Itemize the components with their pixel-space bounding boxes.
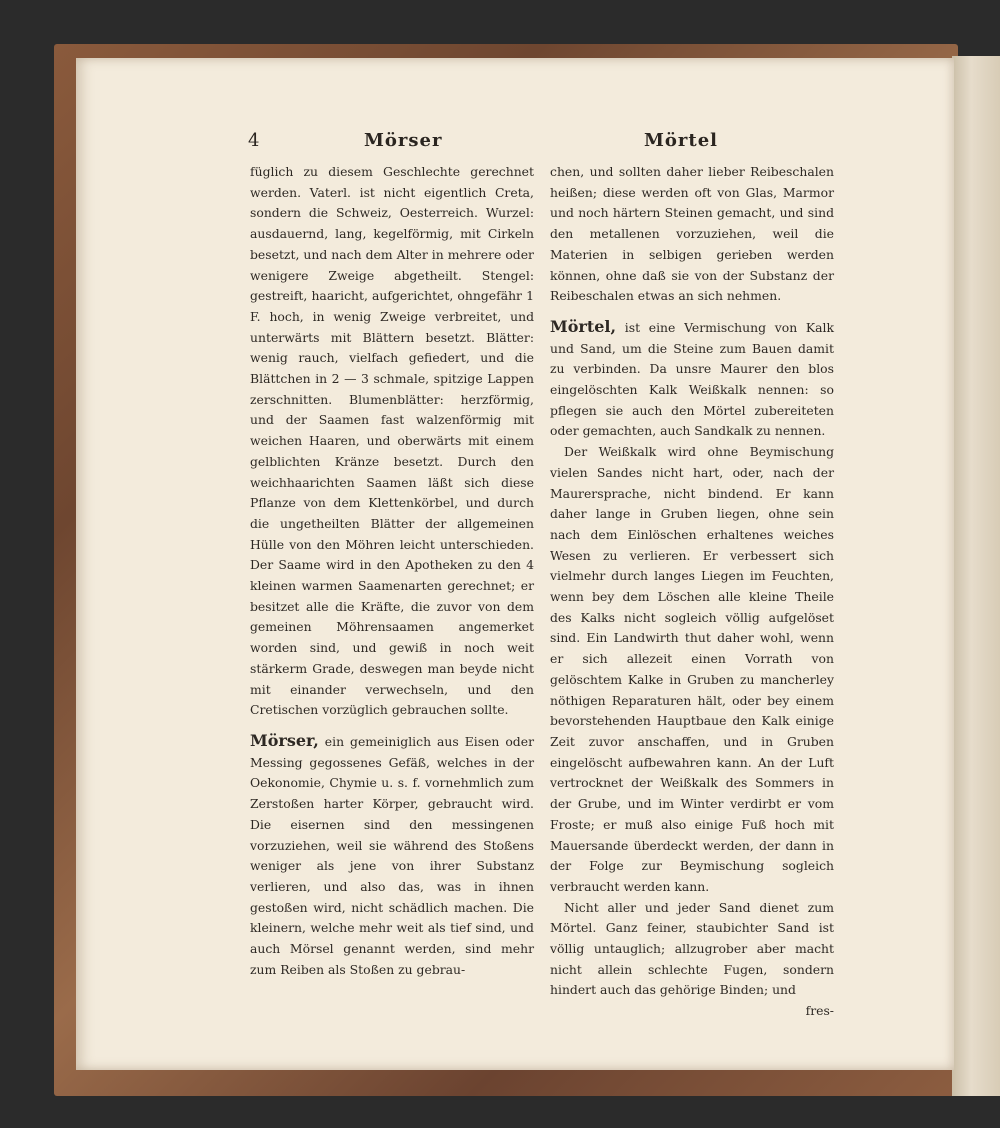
- left-paragraph-1: füglich zu diesem Geschlechte gerechnet werden. Vaterl. ist nicht eigentlich Creta, sondern die Schweiz, Oesterreich. Wurzel: ausdauernd, lang, kegelförmig, mit Cirkeln besetzt, und nach dem Alter in mehrere oder wenigere Zweige abgetheilt. Stengel: gestreift, haaricht, aufgerichtet, ohngefähr 1 F. hoch, in wenig Zweige verbreitet, und unterwärts mit Blättern besetzt. Blätter: wenig rauch, vielfach gefiedert, und die Blättchen in 2 — 3 schmale, spitzige Lappen zerschnitten. Blumenblätter: herzförmig, und der Saamen fast walzenförmig mit weichen Haaren, und oberwärts mit einem gelblichten Kränze besetzt. Durch den weichhaarichten Saamen läßt sich diese Pflanze von dem Klettenkörbel, und durch die ungetheilten Blätter der allgemeinen Hülle von den Möhren leicht unterschieden. Der Saame wird in den Apotheken zu den 4 kleinen warmen Saamenarten gerechnet; er besitzet alle die Kräfte, die zuvor von dem gemeinen Möhrensaamen angemerket worden sind, und gewiß in noch weit stärkerm Grade, deswegen man beyde nicht mit einander verwechseln, und den Cretischen vorzüglich gebrauchen sollte.: [250, 164, 534, 718]
- running-header: [248, 130, 838, 154]
- left-paragraph-moerser: [250, 731, 534, 980]
- entry-word-moertel: Mörtel,: [550, 316, 617, 336]
- right-text-column: [550, 162, 834, 1022]
- header-right-title: Mörtel: [644, 130, 719, 151]
- entry-word-moerser: Mörser,: [250, 730, 319, 750]
- catchword: fres-: [805, 1003, 834, 1019]
- right-paragraph-moertel: [550, 317, 834, 442]
- left-paragraph-2-text: ein gemeiniglich aus Eisen oder Messing gegossenes Gefäß, welches in der Oekonomie, Chymie u. s. f. vornehmlich zum Zerstoßen harter Körper, gebraucht wird. Die eisernen sind den messingenen vorzuziehen, weil sie während des Stoßens weniger als jene von ihrer Substanz verlieren, und also das, was in ihnen gestoßen wird, nicht schädlich machen. Die kleinern, welche mehr weit als tief sind, und auch Mörsel genannt werden, sind mehr zum Reiben als Stoßen zu gebrau-: [250, 733, 534, 977]
- left-text-column: [250, 162, 534, 980]
- header-left-title: Mörser: [364, 130, 443, 151]
- right-paragraph-2-text: ist eine Vermischung von Kalk und Sand, um die Steine zum Bauen damit zu verbinden. Da unsre Maurer den blos eingelöschten Kalk Weißkalk nennen: so pflegen sie auch den Mörtel zubereiteten oder gemachten, auch Sandkalk zu nennen.: [550, 319, 834, 439]
- next-page-edge: [952, 56, 1000, 1096]
- page-number: 4: [248, 130, 260, 151]
- right-paragraph-4: Nicht aller und jeder Sand dienet zum Mörtel. Ganz feiner, staubichter Sand ist völlig untauglich; allzugrober aber macht nicht allein schlechte Fugen, sondern hindert auch das gehörige Binden; und: [550, 899, 834, 998]
- right-paragraph-1: chen, und sollten daher lieber Reibeschalen heißen; diese werden oft von Glas, Marmor und noch härtern Steinen gemacht, und sind den metallenen vorzuziehen, weil die Materien in selbigen gerieben werden können, ohne daß sie von der Substanz der Reibeschalen etwas an sich nehmen.: [550, 164, 834, 304]
- right-paragraph-3: Der Weißkalk wird ohne Beymischung vielen Sandes nicht hart, oder, nach der Maurersprache, nicht bindend. Er kann daher lange in Gruben liegen, ohne sein nach dem Einlöschen erhaltenes weiches Wesen zu verlieren. Er verbessert sich vielmehr durch langes Liegen im Feuchten, wenn bey dem Löschen alle kleine Theile des Kalks nicht sogleich völlig aufgelöset sind. Ein Landwirth thut daher wohl, wenn er sich allezeit einen Vorrath von gelöschtem Kalke in Gruben zu mancherley nöthigen Reparaturen hält, oder bey einem bevorstehenden Hauptbaue den Kalk einige Zeit zuvor anschaffen, und in Gruben eingelöscht aufbewahren kann. An der Luft vertrocknet der Weißkalk des Sommers in der Grube, und im Winter verdirbt er vom Froste; er muß also einige Fuß hoch mit Mauersande überdeckt werden, der dann in der Folge zur Beymischung sogleich verbraucht werden kann.: [550, 444, 834, 894]
